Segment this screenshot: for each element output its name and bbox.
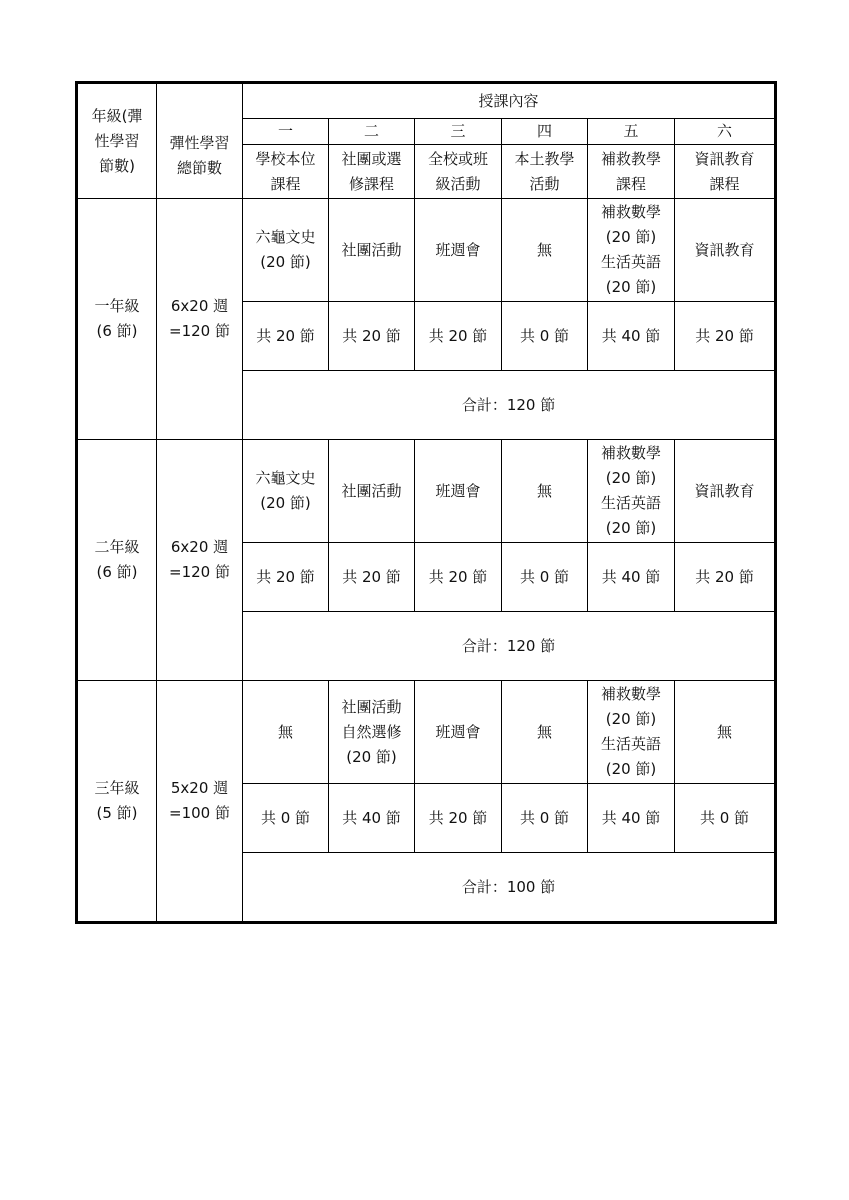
content-cell: 社團活動	[329, 199, 415, 302]
content-cell: 補救數學 (20 節) 生活英語 (20 節)	[588, 681, 675, 784]
content-cell: 補救數學 (20 節) 生活英語 (20 節)	[588, 199, 675, 302]
count-cell: 共 40 節	[588, 302, 675, 371]
header-number: 四	[502, 119, 588, 145]
content-cell: 班週會	[415, 681, 502, 784]
sum-cell: 合計：120 節	[243, 612, 776, 681]
count-cell: 共 40 節	[329, 784, 415, 853]
count-cell: 共 0 節	[502, 784, 588, 853]
header-category: 社團或選 修課程	[329, 145, 415, 199]
header-number: 三	[415, 119, 502, 145]
content-cell: 六龜文史 (20 節)	[243, 440, 329, 543]
count-cell: 共 20 節	[675, 302, 776, 371]
header-category: 資訊教育 課程	[675, 145, 776, 199]
grade-cell: 一年級 (6 節)	[77, 199, 157, 440]
count-cell: 共 20 節	[243, 543, 329, 612]
content-cell: 資訊教育	[675, 440, 776, 543]
count-cell: 共 20 節	[415, 784, 502, 853]
header-content-title: 授課內容	[243, 83, 776, 119]
count-cell: 共 0 節	[502, 302, 588, 371]
content-cell: 無	[502, 440, 588, 543]
content-cell: 補救數學 (20 節) 生活英語 (20 節)	[588, 440, 675, 543]
count-cell: 共 20 節	[675, 543, 776, 612]
count-cell: 共 0 節	[502, 543, 588, 612]
header-number: 五	[588, 119, 675, 145]
content-cell: 無	[243, 681, 329, 784]
content-cell: 無	[502, 199, 588, 302]
content-cell: 六龜文史 (20 節)	[243, 199, 329, 302]
content-cell: 無	[502, 681, 588, 784]
content-cell: 社團活動	[329, 440, 415, 543]
header-category: 補救教學 課程	[588, 145, 675, 199]
header-number: 六	[675, 119, 776, 145]
header-category: 學校本位 課程	[243, 145, 329, 199]
count-cell: 共 40 節	[588, 543, 675, 612]
sum-cell: 合計：100 節	[243, 853, 776, 923]
header-grade-cell: 年級(彈 性學習 節數)	[77, 83, 157, 199]
count-cell: 共 20 節	[329, 543, 415, 612]
count-cell: 共 0 節	[243, 784, 329, 853]
grade-cell: 三年級 (5 節)	[77, 681, 157, 923]
flex-learning-schedule-table	[75, 81, 777, 924]
header-category: 全校或班 級活動	[415, 145, 502, 199]
content-cell: 無	[675, 681, 776, 784]
count-cell: 共 20 節	[415, 302, 502, 371]
content-cell: 社團活動 自然選修 (20 節)	[329, 681, 415, 784]
grade-cell: 二年級 (6 節)	[77, 440, 157, 681]
content-cell: 班週會	[415, 199, 502, 302]
header-number: 一	[243, 119, 329, 145]
count-cell: 共 20 節	[243, 302, 329, 371]
total-periods-cell: 6x20 週 =120 節	[157, 199, 243, 440]
total-periods-cell: 6x20 週 =120 節	[157, 440, 243, 681]
header-total-cell: 彈性學習 總節數	[157, 83, 243, 199]
count-cell: 共 20 節	[415, 543, 502, 612]
count-cell: 共 0 節	[675, 784, 776, 853]
content-cell: 班週會	[415, 440, 502, 543]
count-cell: 共 40 節	[588, 784, 675, 853]
count-cell: 共 20 節	[329, 302, 415, 371]
total-periods-cell: 5x20 週 =100 節	[157, 681, 243, 923]
header-number: 二	[329, 119, 415, 145]
header-category: 本土教學 活動	[502, 145, 588, 199]
sum-cell: 合計：120 節	[243, 371, 776, 440]
content-cell: 資訊教育	[675, 199, 776, 302]
